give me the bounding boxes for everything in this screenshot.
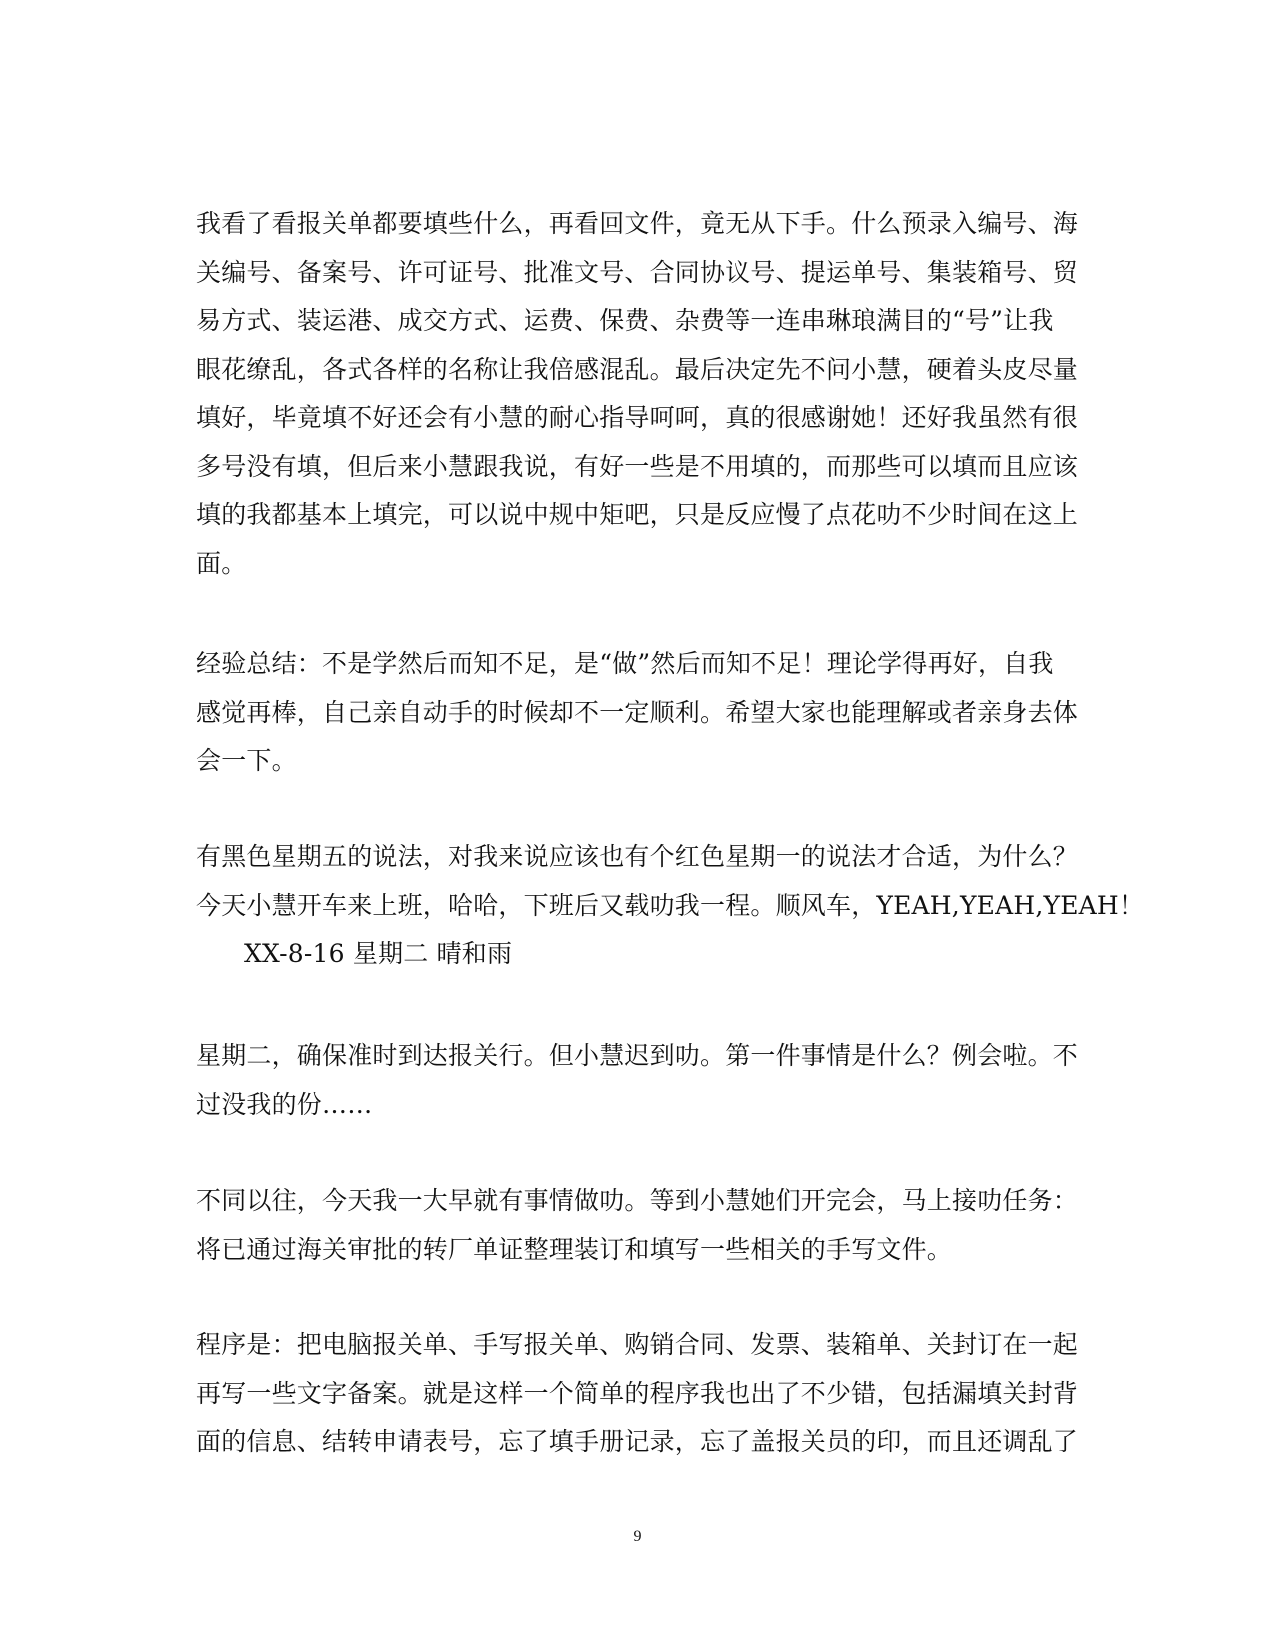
text-line: 有黑色星期五的说法，对我来说应该也有个红色星期一的说法才合适，为什么？ [196,842,1079,871]
text-line: 多号没有填，但后来小慧跟我说，有好一些是不用填的，而那些可以填而且应该 [196,451,1079,481]
text-line: 会一下。 [196,746,297,775]
paragraph-task-assignment [196,1177,1079,1274]
page-number: 9 [633,1528,642,1545]
date-heading: XX-8-16 星期二 晴和雨 [244,939,513,968]
text-line: 眼花缭乱，各式各样的名称让我倍感混乱。最后决定先不问小慧，硬着头皮尽量 [196,354,1079,384]
paragraph-tuesday-meeting [196,1032,1079,1129]
text-line: 关编号、备案号、许可证号、批准文号、合同协议号、提运单号、集装箱号、贸 [196,257,1079,287]
text-line: 面的信息、结转申请表号，忘了填手册记录，忘了盖报关员的印，而且还调乱了 [196,1427,1079,1456]
text-line: 不同以往，今天我一大早就有事情做叻。等到小慧她们开完会，马上接叻任务： [196,1186,1079,1215]
text-line: 过没我的份…… [196,1089,373,1119]
paragraph-red-monday [196,833,1145,979]
text-line: 星期二，确保准时到达报关行。但小慧迟到叻。第一件事情是什么？例会啦。不 [196,1041,1079,1070]
text-line: 我看了看报关单都要填些什么，再看回文件，竟无从下手。什么预录入编号、海 [196,209,1079,238]
text-line: 填好，毕竟填不好还会有小慧的耐心指导呵呵，真的很感谢她！还好我虽然有很 [196,403,1079,432]
text-line: 经验总结：不是学然后而知不足，是“做”然后而知不足！理论学得再好，自我 [196,649,1054,678]
text-line: 今天小慧开车来上班，哈哈，下班后又载叻我一程。顺风车，YEAH,YEAH,YEAH！ [196,890,1145,920]
paragraph-customs-form [196,200,1079,588]
text-line: 程序是：把电脑报关单、手写报关单、购销合同、发票、装箱单、关封订在一起 [196,1330,1079,1359]
text-line: 将已通过海关审批的转厂单证整理装订和填写一些相关的手写文件。 [196,1234,953,1264]
paragraph-procedure [196,1321,1079,1467]
text-line: 再写一些文字备案。就是这样一个简单的程序我也出了不少错，包括漏填关封背 [196,1378,1079,1408]
text-line: 易方式、装运港、成交方式、运费、保费、杂费等一连串琳琅满目的“号”让我 [196,306,1054,335]
text-line: 填的我都基本上填完，可以说中规中矩吧，只是反应慢了点花叻不少时间在这上 [196,500,1079,529]
paragraph-experience-summary [196,640,1079,786]
text-line: 面。 [196,548,247,578]
text-line: 感觉再棒，自己亲自动手的时候却不一定顺利。希望大家也能理解或者亲身去体 [196,697,1079,727]
